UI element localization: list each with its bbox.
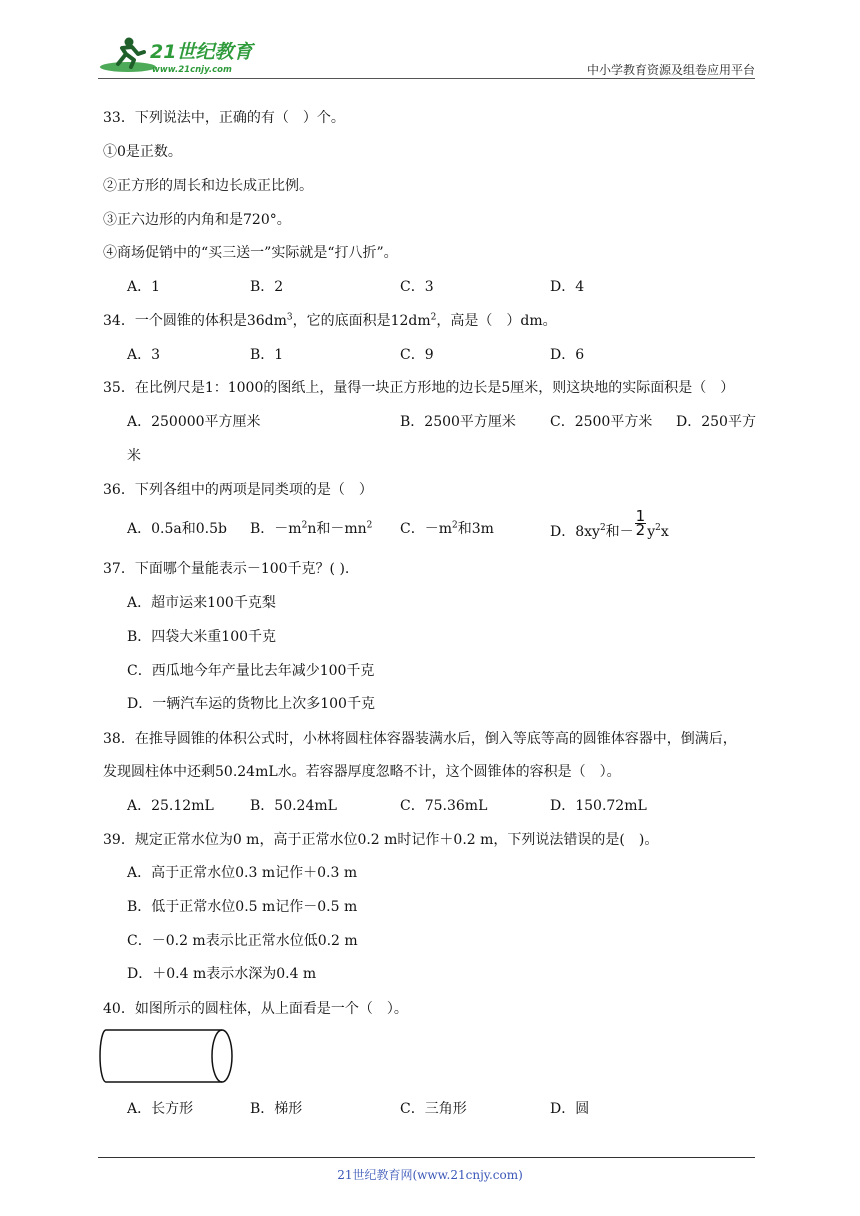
q39-option-b[interactable]: B．低于正常水位0.5 m记作－0.5 m [127, 899, 358, 915]
q33-statement-3: ③正六边形的内角和是720°。 [103, 212, 291, 228]
q34-option-d[interactable]: D．6 [550, 347, 585, 363]
q37-option-d[interactable]: D．一辆汽车运的货物比上次多100千克 [127, 696, 375, 712]
q39-option-d[interactable]: D．＋0.4 m表示水深为0.4 m [127, 966, 317, 982]
q35-option-b[interactable]: B．2500平方厘米 [400, 414, 516, 430]
q39-option-c[interactable]: C．－0.2 m表示比正常水位低0.2 m [127, 933, 358, 949]
q34-option-b[interactable]: B．1 [250, 347, 284, 363]
q33-option-b[interactable]: B．2 [250, 279, 284, 295]
q37-option-b[interactable]: B．四袋大米重100千克 [127, 629, 277, 645]
q39-stem: 39．规定正常水位为0 m，高于正常水位0.2 m时记作＋0.2 m，下列说法错误的是( )。 [103, 832, 659, 848]
q33-statement-1: ①0是正数。 [103, 144, 182, 160]
q35-option-a[interactable]: A．250000平方厘米 [127, 414, 261, 430]
q33-statement-2: ②正方形的周长和边长成正比例。 [103, 178, 313, 194]
logo-main-text: 21世纪教育 [150, 41, 253, 63]
q38-option-b[interactable]: B．50.24mL [250, 798, 337, 814]
q35-stem: 35．在比例尺是1：1000的图纸上，量得一块正方形地的边长是5厘米，则这块地的实际面积是（ ） [103, 380, 735, 396]
q34-stem: 34．一个圆锥的体积是$36dm^3$，它的底面积是$12dm^2$，高是（ ）dm。 [103, 312, 557, 329]
header-divider [98, 78, 755, 79]
q38-stem-line-1: 38．在推导圆锥的体积公式时，小林将圆柱体容器装满水后，倒入等底等高的圆锥体容器中，倒满后， [103, 731, 737, 747]
q40-option-a[interactable]: A．长方形 [127, 1101, 194, 1117]
q39-option-a[interactable]: A．高于正常水位0.3 m记作＋0.3 m [127, 865, 358, 881]
cylinder-figure [98, 1027, 238, 1085]
logo-sub-text: www.21cnjy.com [152, 65, 232, 75]
q35-option-d[interactable]: D．250平方 [676, 414, 756, 430]
footer-divider [98, 1157, 755, 1158]
q36-option-c[interactable]: C．$-m^2$和3m [400, 520, 494, 537]
q37-option-a[interactable]: A．超市运来100千克梨 [127, 595, 276, 611]
q34-option-c[interactable]: C．9 [400, 347, 434, 363]
q40-option-c[interactable]: C．三角形 [400, 1101, 467, 1117]
page-header [98, 30, 755, 80]
q33-statement-4: ④商场促销中的“买三送一”实际就是“打八折”。 [103, 245, 398, 261]
q35-option-c[interactable]: C．2500平方米 [550, 414, 653, 430]
q37-stem: 37．下面哪个量能表示－100千克？( ). [103, 561, 350, 577]
q36-option-b[interactable]: B．$-m^2n$和$-mn^2$ [250, 520, 373, 537]
footer-link[interactable]: 21世纪教育网(www.21cnjy.com) [337, 1168, 523, 1182]
platform-name: 中小学教育资源及组卷应用平台 [586, 63, 755, 77]
q36-option-d[interactable]: D．$8xy^2$和－ $\frac{1}{2}$ $y^2x$ [550, 507, 669, 540]
q38-option-d[interactable]: D．150.72mL [550, 798, 647, 814]
fraction-one-half: $\frac{1}{2}$ [635, 507, 646, 539]
q33-option-a[interactable]: A．1 [127, 279, 161, 295]
q34-option-a[interactable]: A．3 [127, 347, 161, 363]
q40-option-b[interactable]: B．梯形 [250, 1101, 303, 1117]
q33-stem: 33．下列说法中，正确的有（ ）个。 [103, 110, 345, 126]
q36-stem: 36．下列各组中的两项是同类项的是（ ） [103, 482, 373, 498]
q36-option-a[interactable]: A．0.5a和0.5b [127, 521, 227, 537]
q33-option-c[interactable]: C．3 [400, 279, 434, 295]
q38-stem-line-2: 发现圆柱体中还剩50.24mL水。若容器厚度忽略不计，这个圆锥体的容积是（ ）。 [103, 764, 621, 780]
q33-option-d[interactable]: D．4 [550, 279, 585, 295]
q40-stem: 40．如图所示的圆柱体，从上面看是一个（ ）。 [103, 1001, 408, 1017]
q38-option-c[interactable]: C．75.36mL [400, 798, 488, 814]
site-logo [98, 34, 268, 76]
q40-option-d[interactable]: D．圆 [550, 1101, 590, 1117]
q35-option-d-cont: 米 [127, 448, 141, 464]
q37-option-c[interactable]: C．西瓜地今年产量比去年减少100千克 [127, 663, 375, 679]
q38-option-a[interactable]: A．25.12mL [127, 798, 214, 814]
